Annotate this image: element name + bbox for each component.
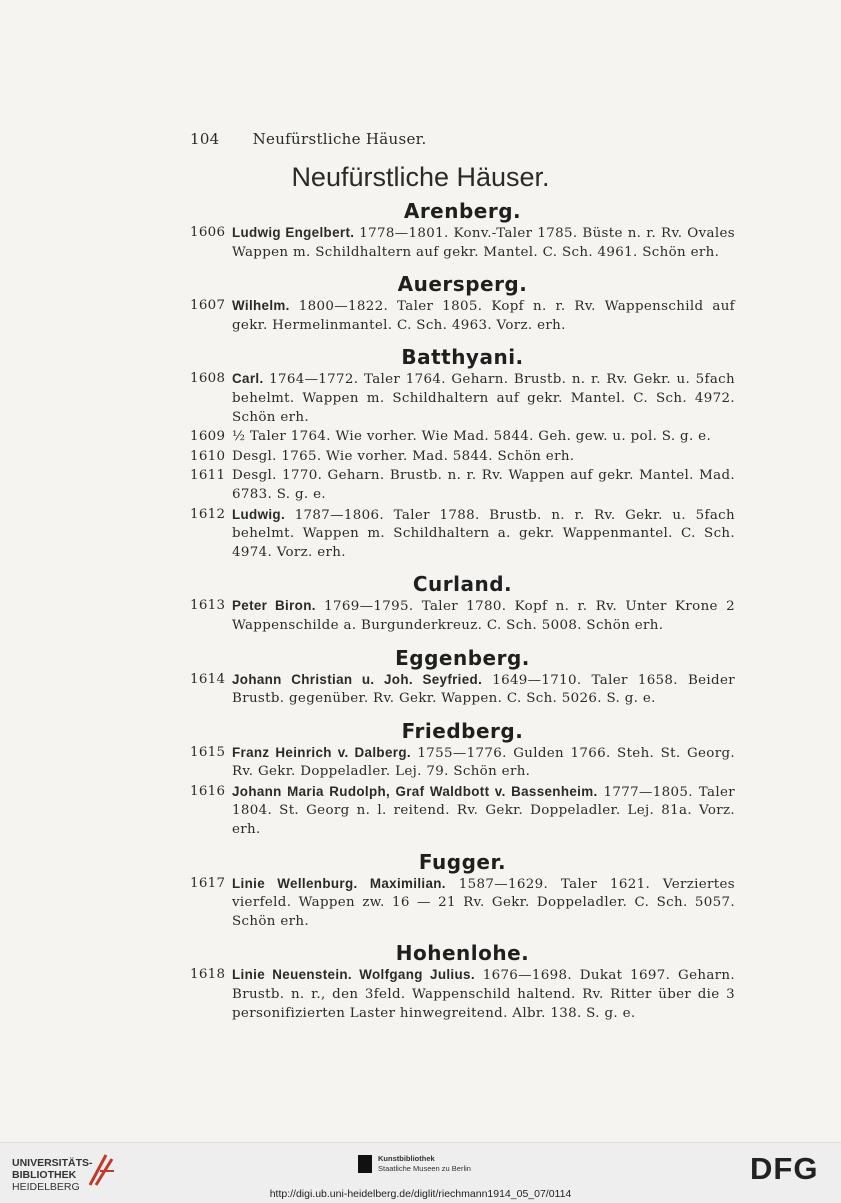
lot-number: 1612	[190, 506, 226, 522]
section-heading: Curland.	[412, 572, 513, 597]
catalog-entry	[190, 744, 735, 782]
catalog-entry	[190, 506, 735, 563]
ruler-name: Ludwig.	[232, 506, 286, 522]
ruler-name: Linie Wellenburg. Maximilian.	[232, 875, 446, 891]
lot-text: 1777—1805. Taler 1804. St. Georg n. l. reitend. Rv. Gekr. Doppeladler. Lej. 81a. Vorz. erh.	[232, 784, 735, 838]
section-gap	[190, 1024, 735, 1032]
catalog-content	[190, 198, 735, 1032]
lot-text: 1649—1710. Taler 1658. Beider Brustb. gegenüber. Rv. Gekr. Wappen. C. Sch. 5026. S. g. e.	[232, 672, 735, 707]
lot-description	[232, 744, 735, 782]
section-heading: Hohenlohe.	[395, 941, 530, 966]
lot-description	[232, 506, 735, 563]
lot-description	[232, 448, 735, 467]
lot-text: ½ Taler 1764. Wie vorher. Wie Mad. 5844. Geh. gew. u. pol. S. g. e.	[232, 429, 712, 445]
lot-text: 1769—1795. Taler 1780. Kopf n. r. Rv. Unter Krone 2 Wappenschilde a. Burgunderkreuz. C. Sch. 5008. Schön erh.	[232, 599, 735, 633]
running-head	[190, 130, 427, 148]
kunstbibliothek-name[interactable]: Kunstbibliothek Staatliche Museen zu Berlin	[378, 1154, 471, 1173]
lot-number: 1616	[190, 783, 226, 799]
lot-description	[232, 783, 735, 840]
page-title: Neufürstliche Häuser.	[291, 162, 550, 192]
section-heading: Friedberg.	[401, 718, 524, 743]
ruler-name: Johann Christian u. Joh. Seyfried.	[232, 671, 483, 687]
lot-text: Desgl. 1765. Wie vorher. Mad. 5844. Schön erh.	[232, 448, 575, 464]
lot-text: 1764—1772. Taler 1764. Geharn. Brustb. n. r. Rv. Gekr. u. 5fach behelmt. Wappen m. Schildhaltern auf gekr. Mantel. C. Sch. 4972. Schön erh.	[232, 372, 735, 425]
lot-number: 1614	[190, 671, 226, 687]
section-gap	[190, 563, 735, 571]
lot-description	[232, 597, 735, 635]
lot-number: 1606	[190, 225, 226, 240]
lot-description	[232, 224, 735, 262]
lot-number: 1609	[190, 429, 226, 445]
ruler-name: Ludwig Engelbert.	[232, 225, 355, 240]
page-number: 104	[190, 130, 220, 148]
lot-number: 1610	[190, 448, 226, 464]
section-gap	[190, 336, 735, 344]
uni-library-name[interactable]: UNIVERSITÄTS- BIBLIOTHEK HEIDELBERG	[12, 1157, 93, 1193]
lot-text: Desgl. 1770. Geharn. Brustb. n. r. Rv. Wappen auf gekr. Mantel. Mad. 6783. S. g. e.	[232, 468, 735, 502]
section-gap	[190, 710, 735, 718]
catalog-entry	[190, 224, 735, 262]
lot-text: 1676—1698. Dukat 1697. Geharn. Brustb. n. r., den 3feld. Wappenschild haltend. Rv. Ritter über die 3 personifizierten Laster hinwegreitend. Albr. 138. S. g. e.	[232, 968, 735, 1021]
running-head-title: Neufürstliche Häuser.	[252, 130, 427, 148]
kunstbibliothek-logo-icon[interactable]	[358, 1155, 372, 1173]
ruler-name: Carl.	[232, 371, 264, 387]
catalog-entry	[190, 467, 735, 504]
section-heading: Arenberg.	[403, 199, 522, 223]
section-gap	[190, 841, 735, 849]
lot-number: 1617	[190, 875, 226, 891]
catalog-entry	[190, 597, 735, 635]
lot-number: 1618	[190, 967, 226, 983]
ruler-name: Johann Maria Rudolph, Graf Waldbott v. Bassenheim.	[232, 783, 598, 799]
catalog-entry	[190, 966, 735, 1023]
catalog-entry	[190, 671, 735, 709]
catalog-entry	[190, 370, 735, 427]
section-heading: Eggenberg.	[395, 645, 530, 670]
lot-description	[232, 875, 735, 932]
footer-bar	[0, 1142, 841, 1203]
catalog-entry	[190, 428, 735, 447]
lot-number: 1608	[190, 371, 226, 387]
section-heading: Fugger.	[418, 849, 507, 874]
section-heading: Batthyani.	[401, 345, 524, 370]
lot-description	[232, 966, 735, 1023]
lot-text: 1778—1801. Konv.-Taler 1785. Büste n. r. Rv. Ovales Wappen m. Schildhaltern auf gekr. Mantel. C. Sch. 4961. Schön erh.	[232, 226, 736, 260]
lot-description	[232, 467, 735, 504]
section-gap	[190, 932, 735, 940]
lot-description	[232, 370, 735, 427]
lot-text: 1587—1629. Taler 1621. Verziertes vierfeld. Wappen zw. 16 — 21 Rv. Gekr. Doppeladler. C. Sch. 5057. Schön erh.	[232, 876, 736, 929]
lot-description	[232, 671, 735, 709]
dfg-logo[interactable]: DFG	[750, 1151, 819, 1186]
catalog-entry	[190, 875, 735, 932]
catalog-entry	[190, 783, 735, 840]
section-heading: Auersperg.	[397, 272, 528, 297]
lot-text: 1787—1806. Taler 1788. Brustb. n. r. Rv. Gekr. u. 5fach behelmt. Wappen m. Schildhaltern a. gekr. Wappenmantel. C. Sch. 4974. Vorz. erh.	[232, 507, 735, 560]
lot-text: 1755—1776. Gulden 1766. Steh. St. Georg. Rv. Gekr. Doppeladler. Lej. 79. Schön erh.	[232, 745, 735, 780]
uni-heidelberg-logo-icon[interactable]	[86, 1151, 116, 1187]
ruler-name: Wilhelm.	[232, 298, 290, 314]
lot-number: 1607	[190, 298, 226, 314]
catalog-entry	[190, 448, 735, 467]
catalog-entry	[190, 297, 735, 335]
ruler-name: Peter Biron.	[232, 598, 316, 614]
ruler-name: Linie Neuenstein. Wolfgang Julius.	[232, 967, 475, 983]
lot-description	[232, 297, 735, 335]
section-gap	[190, 263, 735, 271]
lot-number: 1611	[190, 468, 226, 484]
ruler-name: Franz Heinrich v. Dalberg.	[232, 744, 411, 760]
lot-number: 1613	[190, 598, 226, 614]
lot-text: 1800—1822. Taler 1805. Kopf n. r. Rv. Wappenschild auf gekr. Hermelinmantel. C. Sch. 4963. Vorz. erh.	[232, 299, 735, 333]
lot-number: 1615	[190, 744, 226, 760]
page-url[interactable]: http://digi.ub.uni-heidelberg.de/diglit/riechmann1914_05_07/0114	[269, 1188, 572, 1200]
lot-description	[232, 428, 735, 447]
section-gap	[190, 637, 735, 645]
